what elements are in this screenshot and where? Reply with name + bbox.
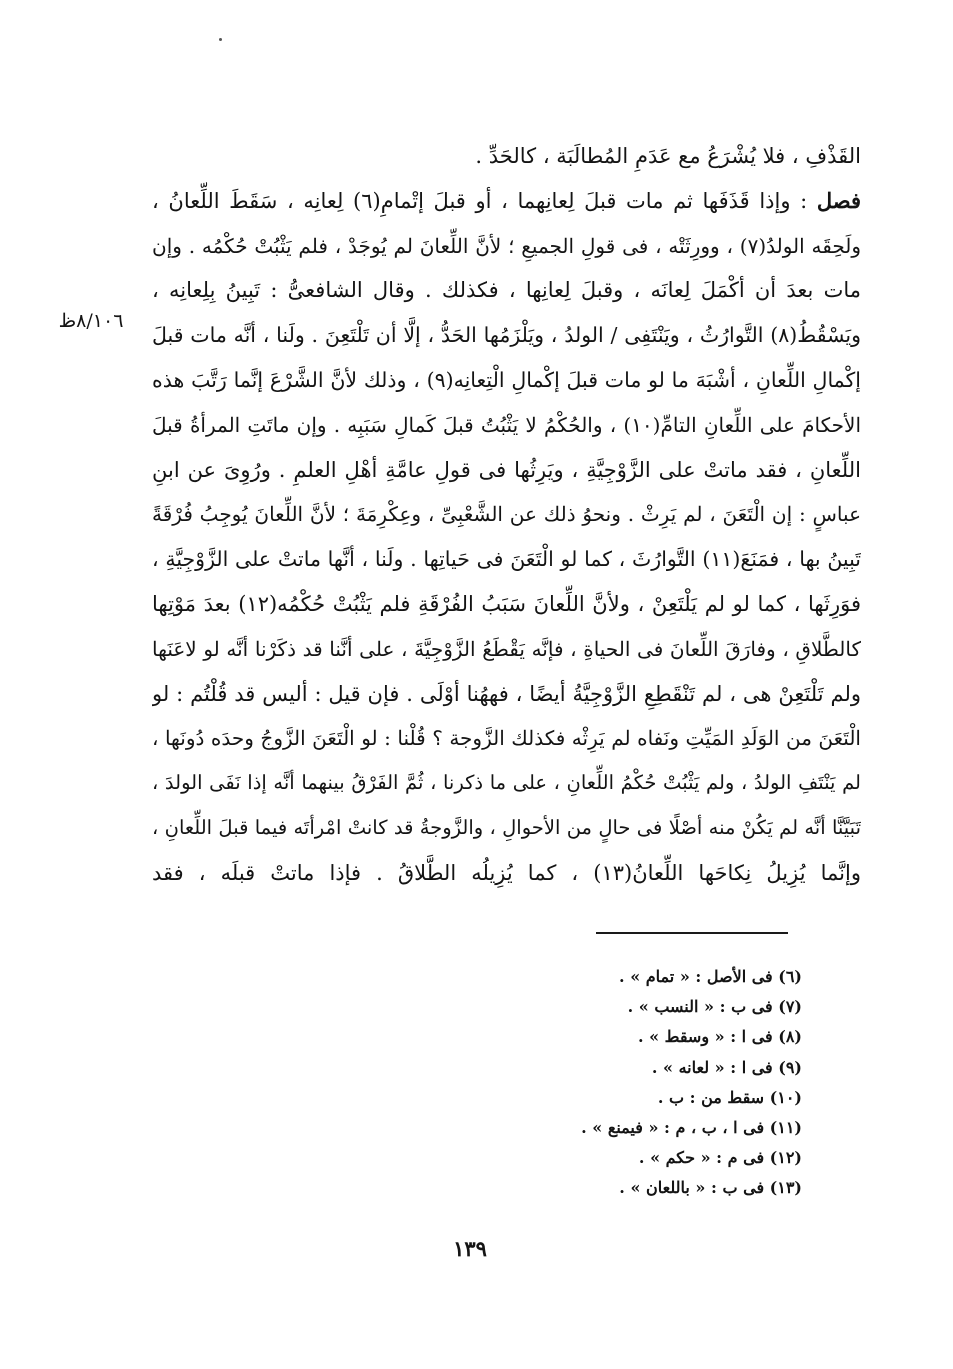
text-line-17: وإنَّما يُزِيلُ نِكاحَها اللِّعانُ(١٣) ، كما يُزِيلُه الطَّلاقُ . فإذا ماتتْ قبلَه ، فقد bbox=[152, 860, 861, 885]
page-number: ١٣٩ bbox=[453, 1236, 487, 1261]
text-line-2-content: : وإذا قَذَفَها ثم مات قبلَ لِعانِهما ، أو قبلَ إتْمامِ(٦) لِعانِه ، سَقَطَ اللِّعانُ ، bbox=[152, 188, 817, 213]
footnote: (٨) فى ا : « وسقط » . bbox=[637, 1027, 802, 1047]
footnote: (١١) فى ا ، ب ، م : « فيمنع » . bbox=[581, 1117, 802, 1137]
text-line-15: لم يَنْتَفِ الولدُ ، ولم يَثْبُتْ حُكْمُ اللِّعانِ ، على ما ذكرنا ، ثُمَّ الفَرْقُ بينهما أنَّه إذا نَفَى الولدَ ، bbox=[152, 771, 861, 795]
text-line-9: عباسٍ : إن الْتَعَنَ ، لم يَرِثْ . ونحوُ ذلك عن الشَّعْبِىِّ ، وعِكْرِمَةَ ؛ لأنَّ اللِّعانَ يُوجِبُ فُرْقَةً bbox=[152, 502, 861, 527]
text-line-13: ولم تَلْتَعِنْ هى ، لم تَنْقَطِعِ الزَّوْجِيَّةُ أيضًا ، فههُنا أوْلَى . فإن قيل : أليس قد قُلْتُم : لو bbox=[152, 681, 861, 706]
text-line-10: تَبِينُ بها ، فمَنَعَ(١١) التَّوارُثَ ، كما لو الْتَعَنَ فى حَياتِها . ولَنا ، أنَّها ماتتْ على الزَّوْجِيَّةِ ، bbox=[152, 547, 861, 572]
main-text bbox=[152, 134, 861, 896]
footnote: (١٣) فى ب : « باللعان » . bbox=[619, 1178, 802, 1198]
text-line-6: إكْمالِ اللِّعانِ ، أشْبَهَ ما لو مات قبلَ إكْمالِ الْتِعانِه(٩) ، وذلك لأنَّ الشَّرْعَ إنَّما رَتَّبَ هذه bbox=[152, 367, 861, 392]
footnote: (١٢) فى م : « حكم » . bbox=[638, 1148, 802, 1168]
footnote: (٩) فى ا : « لعانه » . bbox=[651, 1057, 802, 1077]
text-line-7: الأحكامَ على اللِّعانِ التامِّ(١٠) ، والحُكْمُ لا يَثْبُتُ قبلَ كَمالِ سَبَبِه . وإن ماتَتِ المرأةُ قبلَ bbox=[152, 412, 861, 437]
text-line-14: الْتَعَنَ من الوَلَدِ المَيِّتِ ونَفاه لم يَرِثْه فكذلك الزَّوجة ؟ قُلْنا : لو الْتَعَنَ الزَّوجُ وحدَه دُونَها ، bbox=[152, 726, 861, 751]
text-line-5: ويَسْقُطُ(٨) التَّوارُثُ ، ويَنْتَفِى / الولدُ ، ويَلْزَمُها الحَدُّ ، إلَّا أن تَلْتَعِنَ . ولَنا ، أنَّه مات قبلَ bbox=[152, 323, 861, 348]
text-line-8: اللِّعانِ ، فقد ماتتْ على الزَّوْجِيَّةِ ، ويَرِثُها فى قولِ عامَّةِ أهْلِ العلمِ . ورُوِىَ عن ابنِ bbox=[152, 457, 861, 482]
fasl-heading: فصل bbox=[816, 187, 861, 213]
footnote: (٧) فى ب : « النسب » . bbox=[627, 997, 802, 1017]
scan-speck bbox=[219, 38, 222, 41]
text-line-2 bbox=[152, 179, 861, 224]
text-line-1: القَذْفِ ، فلا يُشْرَعُ مع عَدَمِ المُطالَبَة ، كالحَدِّ . bbox=[475, 144, 861, 168]
text-line-11: فوَرِثَها ، كما لو لم يَلْتَعِنْ ، ولأنَّ اللِّعانَ سَبَبُ الفُرْقَةِ فلم يَثْبُتْ حُكْمُه(١٢) بعدَ مَوْتِها bbox=[152, 591, 861, 616]
text-line-4: مات بعدَ أن أكْمَلَ لِعانَه ، وقبلَ لِعانِها ، فكذلك . وقال الشافعىُّ : تَبِينُ بِلِعانِه ، bbox=[152, 278, 861, 303]
text-line-16: تَبَيَّنَّا أنَّه لم يَكُنْ منه أصْلًا فى حالٍ من الأحوالِ ، والزَّوجةُ قد كانتْ امْرأتَه فيما قبلَ اللِّعانِ ، bbox=[152, 815, 861, 839]
footnote-divider bbox=[596, 932, 788, 934]
footnote: (٦) فى الأصل : « تمام » . bbox=[619, 967, 802, 986]
text-line-12: كالطَّلاقِ ، وفارَقَ اللِّعانَ فى الحياةِ ، فإنَّه يَقْطَعُ الزَّوْجِيَّةَ ، على أنَّنا قد ذكَرْنا أنَّه لو لاعَنَها bbox=[152, 636, 861, 661]
margin-note: ٨/١٠٦ظ bbox=[58, 310, 124, 332]
footnote: (١٠) سقط من : ب . bbox=[657, 1087, 802, 1107]
text-line-3: ولَحِقَه الولدُ(٧) ، وورِثَتْه ، فى قولِ الجميعِ ؛ لأنَّ اللِّعانَ لم يُوجَدْ ، فلم يَثْبُتْ حُكْمُه . وإن bbox=[152, 233, 861, 258]
footnotes bbox=[520, 962, 802, 1204]
